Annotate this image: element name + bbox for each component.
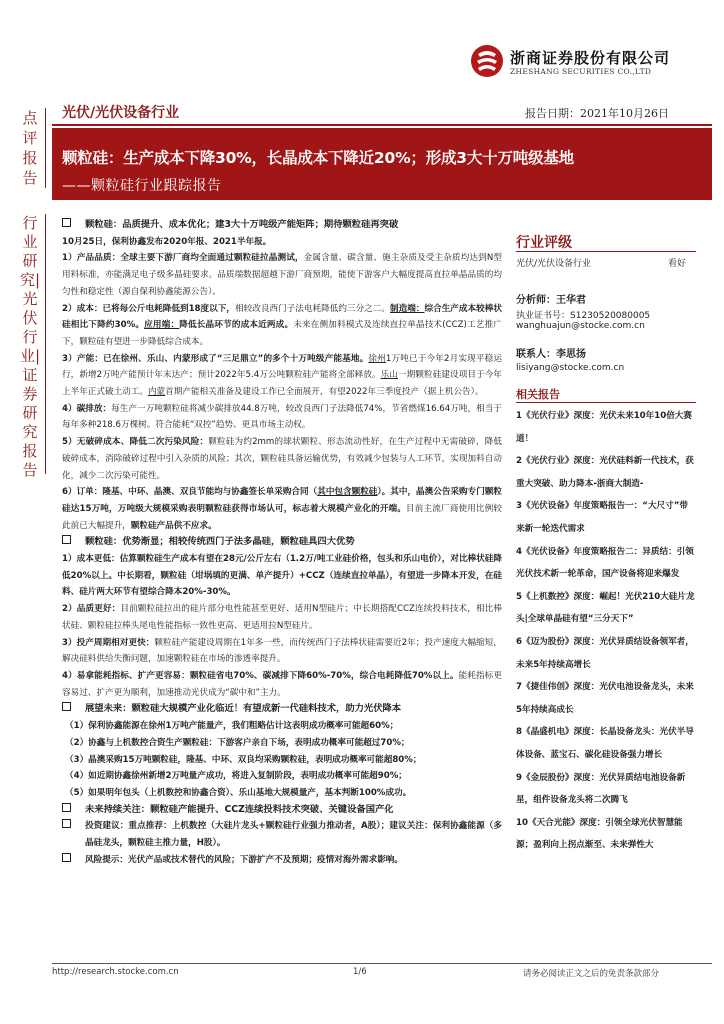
paragraph: 3）产能：已在徐州、乐山、内蒙形成了“三足鼎立”的多个十万吨级产能基地。徐州1万吨已于今年2月实现平稳运行，新增2万吨产能预计年末达产；预计2022年5.4万公吨颗粒硅产能将全部释放。乐山一期颗粒硅建设项目于今年上半年正式破土动工。内蒙首期产能相关准备及建设工作已全面展开，有望2022年三季度投产（据上机公告）。	[62, 353, 502, 398]
checkbox-bullet-icon	[62, 535, 71, 544]
list-item: （5）如果明年包头（上机数控和协鑫合资）、乐山基地大规模量产，基本判断100%成功。	[65, 787, 412, 798]
related-report-item[interactable]: 9《金辰股份》深度：光伏异质结电池设备新星，组件设备龙头将二次腾飞	[516, 772, 686, 806]
checkbox-bullet-icon	[62, 819, 71, 828]
analyst-email[interactable]: wanghuajun@stocke.com.cn	[516, 321, 645, 331]
report-series-label: 行业研究|光伏行业|证券研究报告	[20, 214, 41, 479]
checkbox-bullet-icon	[62, 803, 71, 812]
rating-rule	[516, 251, 696, 252]
paragraph: 1）产品品质：全球主要下游厂商均全面通过颗粒硅拉晶测试，金属含量、碳含量、施主杂质及受主杂质均达到N型用料标准，亦能满足电子级多晶硅要求。品质端数据超越下游厂商预期，能使下游客户大幅度提高直拉单晶品质的均匀性和稳定性（源自保利协鑫能源公告）。	[62, 253, 502, 297]
related-report-item[interactable]: 10《天合光能》深度：引领全球光伏智慧能源；盈利向上拐点渐至、未来弹性大	[516, 817, 683, 851]
related-report-item[interactable]: 4《光伏设备》年度策略报告二：异质结：引领光伏技术新一轮革命，国产设备将迎来爆发	[516, 546, 694, 580]
paragraph: 2）成本：已将每公斤电耗降低到18度以下，相较改良西门子法电耗降低约三分之二。制造端：综合生产成本较棒状硅相比下降约30%。应用端：降低长晶环节的成本近两成。未来在侧加料模式及连续直拉单晶技术(CCZ)工艺推广下，颗粒硅有望进一步降低综合成本。	[62, 303, 502, 347]
report-type-label: 点评报告	[22, 109, 38, 187]
section-heading: 未来持续关注：颗粒硅产能提升、CCZ连续投料技术突破、关键设备国产化	[62, 802, 502, 819]
rating-title: 行业评级	[516, 235, 572, 251]
section-heading: 颗粒硅：优势渐显；相较传统西门子法多晶硅，颗粒硅具四大优势	[62, 534, 502, 551]
contact-email[interactable]: lisiyang@stocke.com.cn	[516, 363, 625, 373]
paragraph: 10月25日，保利协鑫发布2020年报、2021半年报。	[62, 236, 272, 247]
paragraph: 2）品质更好：目前颗粒硅拉出的硅片部分电性能甚至更好、适用N型硅片；中长期搭配CCZ连续投料技术，相比棒状硅、颗粒硅拉棒头尾电性能指标一致性更高、更适用拉N型硅片。	[62, 604, 502, 631]
zheshang-logo-icon	[470, 44, 504, 78]
list-item: （1）保利协鑫能源在徐州1万吨产能量产，我们粗略估计这表明成功概率可能超60%；	[65, 721, 399, 732]
related-report-item[interactable]: 8《晶盛机电》深度：长晶设备龙头：光伏半导体设备、蓝宝石、碳化硅设备强力增长	[516, 727, 694, 760]
related-report-item[interactable]: 6《迈为股份》深度：光伏异质结设备领军者，未来5年持续高增长	[516, 636, 694, 670]
report-date: 报告日期：2021年10月26日	[525, 107, 669, 120]
analyst-cert: 执业证书号：S1230520080005	[516, 311, 651, 321]
investment-advice: 投资建议：重点推荐：上机数控（大硅片龙头+颗粒硅行业强力推动者，A股）；建议关注：保利协鑫能源（多晶硅龙头，颗粒硅主推力量，H股）。	[62, 818, 502, 851]
list-item: （3）晶澳采购15万吨颗粒硅，隆基、中环、双良均采购颗粒硅，表明成功概率可能超80%；	[65, 754, 422, 765]
paragraph: 3）投产周期相对更快：颗粒硅产能建设周期在1年多一些，而传统西门子法棒状硅需要近2年；投产速度大幅缩短，解决硅料供给失衡问题，加速颗粒硅在市场的渗透率提升。	[62, 637, 503, 665]
industry-label: 光伏/光伏设备行业	[62, 105, 180, 121]
paragraph: 6）订单：隆基、中环、晶澳、双良节能均与协鑫签长单采购合同（其中包含颗粒硅）。其中，晶澳公告采购专门颗粒硅达15万吨，万吨级大规模采购表明颗粒硅获得市场认可，标志着大规模产业化的开端。目前主流厂商使用比例较此前已大幅提升，颗粒硅产品供不应求。	[62, 487, 502, 531]
rating-value: 看好	[668, 259, 687, 269]
list-item: （2）协鑫与上机数控合资生产颗粒硅：下游客户亲自下场，表明成功概率可能超过70%；	[65, 737, 410, 748]
paragraph: 1）成本更低：估算颗粒硅生产成本有望在28元/公斤左右（1.2万/吨工业硅价格，包头和乐山电价），对比棒状硅降低20%以上。中长期看，颗粒硅（坩埚填的更满、单产提升）+CCZ（连续直拉单晶），有望进一步降本开发，在硅料、硅片两大环节有望综合降本20%-30%。	[62, 554, 502, 598]
footer-rule	[52, 963, 712, 964]
list-item: （4）如近期协鑫徐州新增2万吨量产成功，将进入复制阶段，表明成功概率可能超90%；	[65, 771, 407, 782]
page-number: 1/6	[353, 967, 367, 977]
report-title: 颗粒硅：生产成本下降30%，长晶成本下降近20%；形成3大十万吨级基地	[62, 149, 574, 167]
sidebar-divider-lower	[45, 214, 46, 474]
sidebar-divider	[45, 108, 46, 188]
rating-industry: 光伏/光伏设备行业	[516, 259, 592, 269]
related-report-item[interactable]: 7《捷佳伟创》深度：光伏电池设备龙头，未来5年持续高成长	[516, 682, 694, 715]
related-reports-list	[516, 405, 696, 857]
related-report-item[interactable]: 2《光伏行业》深度：光伏硅料新一代技术，获重大突破、助力降本-浙商大制造-	[516, 456, 694, 489]
risk-warning: 风险提示：光伏产品或技术替代的风险；下游扩产不及预期；疫情对海外需求影响。	[62, 852, 502, 869]
report-body	[62, 217, 502, 868]
paragraph: 5）无破碎成本、降低二次污染风险：颗粒硅为约2mm的球状颗粒、形态流动性好，在生产过程中无需破碎，降低破碎成本，消除破碎过程中引入杂质的风险；其次，颗粒硅具备运输优势，有效减少包装与人工环节，实现加料自动化，减少二次污染可能性。	[62, 437, 502, 481]
report-subtitle: ——颗粒硅行业跟踪报告	[62, 178, 222, 194]
paragraph: 4）碳排放：每生产一万吨颗粒硅将减少碳排放44.8万吨，较改良西门子法降低74%，节省燃煤16.64万吨，相当于每年多种218.6万棵树。符合能耗“双控”趋势、更具市场主动权。	[62, 403, 503, 431]
analyst-name: 分析师：王华君	[516, 295, 586, 306]
section-heading: 颗粒硅：品质提升、成本优化；建3大十万吨级产能矩阵；期待颗粒硅再突破	[62, 217, 502, 234]
header-rule	[52, 124, 712, 126]
related-reports-title: 相关报告	[516, 388, 560, 401]
footer-url[interactable]: http://research.stocke.com.cn	[52, 967, 179, 977]
section-heading: 展望未来：颗粒硅大规模产业化临近！有望成新一代硅料技术，助力光伏降本	[62, 701, 502, 718]
paragraph: 4）易拿能耗指标、扩产更容易：颗粒硅省电70%、碳减排下降60%-70%，综合电耗降低70%以上。能耗指标更容易过、扩产更为顺利，加速推动光伏成为“碳中和”主力。	[62, 670, 502, 698]
footer-disclaimer: 请务必阅读正文之后的免责条款部分	[523, 969, 660, 979]
related-report-item[interactable]: 3《光伏设备》年度策略报告一：“大尺寸”带来新一轮迭代需求	[516, 501, 688, 534]
related-report-item[interactable]: 1《光伏行业》深度：光伏未来10年10倍大赛道！	[516, 411, 692, 444]
checkbox-bullet-icon	[62, 218, 71, 227]
checkbox-bullet-icon	[62, 702, 71, 711]
related-rule	[516, 402, 696, 403]
related-report-item[interactable]: 5《上机数控》深度：崛起！光伏210大硅片龙头|全球单晶硅有望“三分天下”	[516, 591, 695, 625]
company-name-en: ZHESHANG SECURITIES CO.,LTD	[510, 67, 652, 76]
company-name-cn: 浙商证券股份有限公司	[510, 49, 671, 67]
contact-name: 联系人：李思扬	[516, 349, 586, 360]
checkbox-bullet-icon	[62, 853, 71, 862]
